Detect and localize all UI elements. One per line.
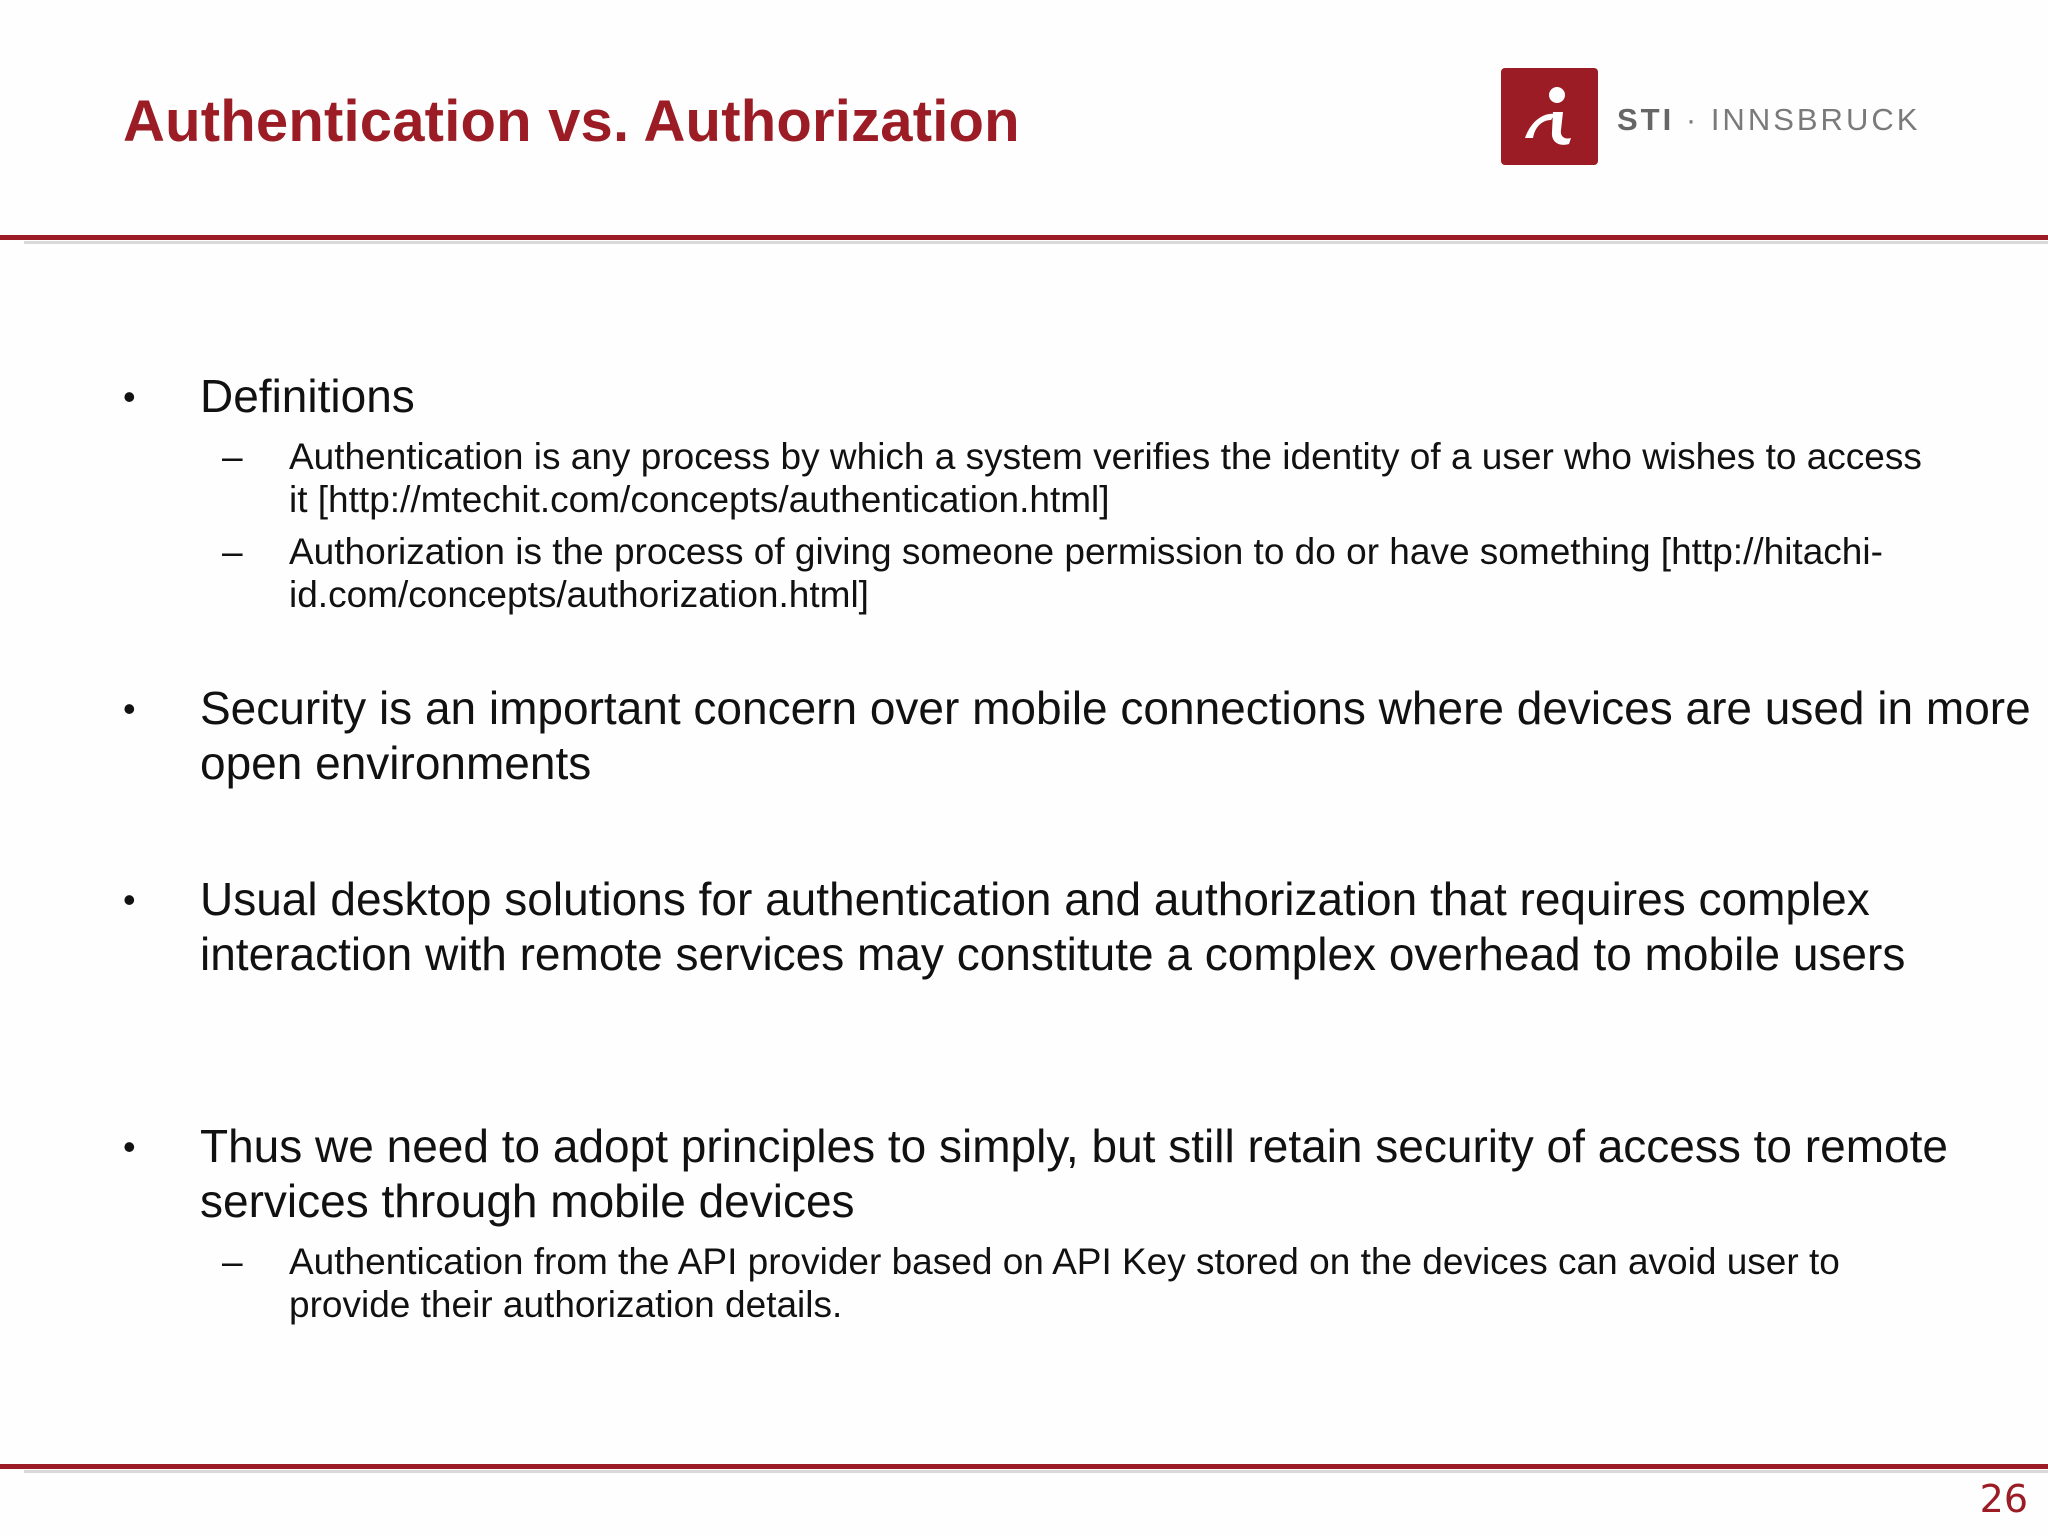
- bullet-text: Thus we need to adopt principles to simply, but still retain security of access to remote services through mobile devices: [200, 1120, 1948, 1227]
- sub-bullet-text: Authentication from the API provider based on API Key stored on the devices can avoid user to provide their authorization details.: [289, 1241, 1840, 1325]
- logo-wordmark: [1617, 102, 1920, 138]
- logo-text-innsbruck: INNSBRUCK: [1710, 101, 1921, 137]
- sub-bullet-text: Authentication is any process by which a system verifies the identity of a user who wishes to access it [http://mtechit.com/concepts/authentication.html]: [289, 436, 1922, 520]
- header-divider-shadow: [24, 241, 2048, 244]
- page-number: 26: [1979, 1477, 2028, 1521]
- bullet-text: Usual desktop solutions for authentication and authorization that requires complex interaction with remote services may constitute a complex overhead to mobile users: [200, 873, 1906, 980]
- logo-text-separator: ·: [1685, 101, 1700, 137]
- footer-divider-shadow: [24, 1470, 2048, 1473]
- bullet-marker: •: [123, 688, 136, 729]
- sti-innsbruck-logo: [1501, 68, 1920, 165]
- bullet-marker: •: [123, 376, 136, 417]
- sub-bullet-text: Authorization is the process of giving someone permission to do or have something [http://hitachi-id.com/concepts/authorization.html]: [289, 531, 1883, 615]
- header-divider: [0, 235, 2048, 240]
- bullet-marker: •: [123, 879, 136, 920]
- sub-bullet-marker: –: [222, 436, 243, 477]
- sub-bullet-marker: –: [222, 531, 243, 572]
- bullet-marker: •: [123, 1126, 136, 1167]
- sti-logo-icon: [1501, 68, 1598, 165]
- footer-divider: [0, 1464, 2048, 1469]
- sub-bullet-marker: –: [222, 1241, 243, 1282]
- logo-text-sti: STI: [1617, 101, 1675, 137]
- bullet-text: Security is an important concern over mobile connections where devices are used in more open environments: [200, 682, 2031, 789]
- bullet-text: Definitions: [200, 370, 415, 422]
- slide-title: Authentication vs. Authorization: [123, 89, 1020, 154]
